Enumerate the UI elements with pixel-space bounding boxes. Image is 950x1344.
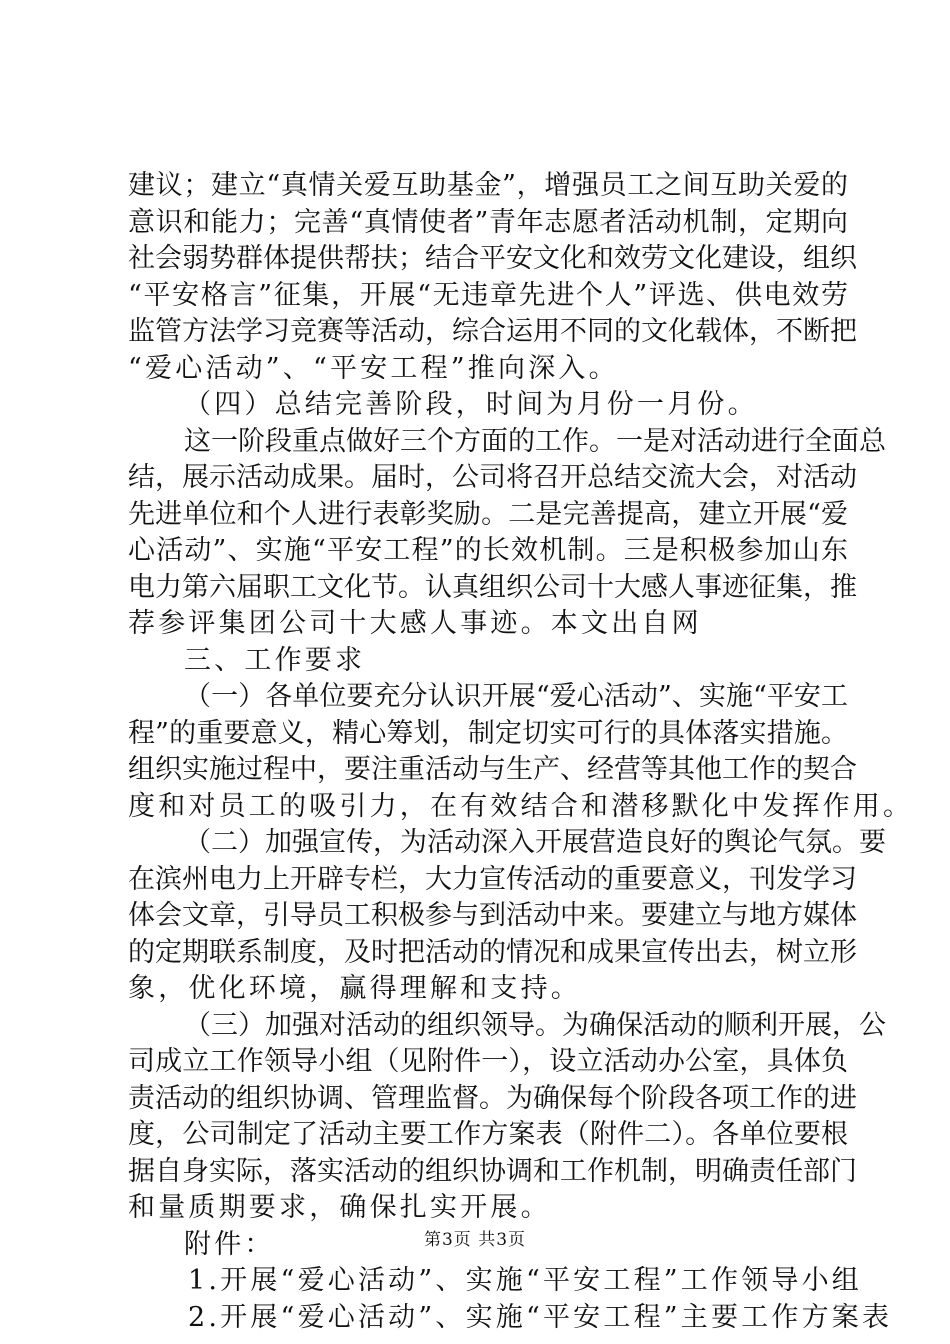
body-line: 体会文章，引导员工积极参与到活动中来。要建立与地方媒体	[128, 900, 857, 931]
body-line: 社会弱势群体提供帮扶；结合平安文化和效劳文化建设，组织	[128, 243, 857, 274]
body-line: 建议；建立“真情关爱互助基金”，增强员工之间互助关爱的	[128, 170, 848, 201]
body-line: “平安格言”征集，开展“无违章先进个人”评选、供电效劳	[128, 279, 848, 311]
body-line: 先进单位和个人进行表彰奖励。二是完善提高，建立开展“爱	[128, 498, 848, 530]
body-line: “爱心活动”、“平安工程”推向深入。	[128, 352, 619, 384]
document-body	[128, 168, 914, 1336]
body-line: （三）加强对活动的组织领导。为确保活动的顺利开展，公	[184, 1009, 886, 1041]
body-line: （二）加强宣传，为活动深入开展营造良好的舆论气氛。要	[184, 827, 886, 858]
section-heading: 三、工作要求	[184, 644, 366, 676]
body-line: 荐参评集团公司十大感人事迹。本文出自网	[128, 608, 702, 639]
body-line: （一）各单位要充分认识开展“爱心活动”、实施“平安工	[184, 681, 848, 712]
attachment-item: 1.开展“爱心活动”、实施“平安工程”工作领导小组	[188, 1265, 862, 1296]
body-line: 程”的重要意义，精心筹划，制定切实可行的具体落实措施。	[128, 717, 848, 749]
body-line: 象，优化环境，赢得理解和支持。	[128, 973, 581, 1004]
attachments-heading: 附件：	[184, 1228, 275, 1260]
body-line: 责活动的组织协调、管理监督。为确保每个阶段各项工作的进	[128, 1082, 857, 1114]
body-line: 组织实施过程中，要注重活动与生产、经营等其他工作的契合	[128, 754, 857, 785]
body-line: 据自身实际，落实活动的组织协调和工作机制，明确责任部门	[128, 1155, 857, 1187]
body-line: 监管方法学习竞赛等活动，综合运用不同的文化载体，不断把	[128, 316, 857, 347]
body-line: 度和对员工的吸引力，在有效结合和潜移默化中发挥作用。	[128, 790, 914, 822]
body-line: 和量质期要求，确保扎实开展。	[128, 1192, 551, 1223]
body-line: 心活动”、实施“平安工程”的长效机制。三是积极参加山东	[128, 535, 848, 566]
body-line: 在滨州电力上开辟专栏，大力宣传活动的重要意义，刊发学习	[128, 863, 857, 895]
section-heading: （四）总结完善阶段，时间为月份一月份。	[184, 389, 758, 420]
body-line: 意识和能力；完善“真情使者”青年志愿者活动机制，定期向	[128, 206, 848, 238]
attachment-item: 2.开展“爱心活动”、实施“平安工程”主要工作方案表	[188, 1301, 893, 1333]
body-line: 电力第六届职工文化节。认真组织公司十大感人事迹征集，推	[128, 571, 857, 603]
page-footer: 第3页 共3页	[423, 1230, 527, 1250]
body-line: 司成立工作领导小组（见附件一），设立活动办公室，具体负	[128, 1046, 848, 1077]
body-line: 这一阶段重点做好三个方面的工作。一是对活动进行全面总	[184, 425, 886, 457]
body-line: 度，公司制定了活动主要工作方案表（附件二）。各单位要根	[128, 1119, 848, 1150]
body-line: 的定期联系制度，及时把活动的情况和成果宣传出去，树立形	[128, 936, 857, 968]
body-line: 结，展示活动成果。届时，公司将召开总结交流大会，对活动	[128, 462, 857, 493]
